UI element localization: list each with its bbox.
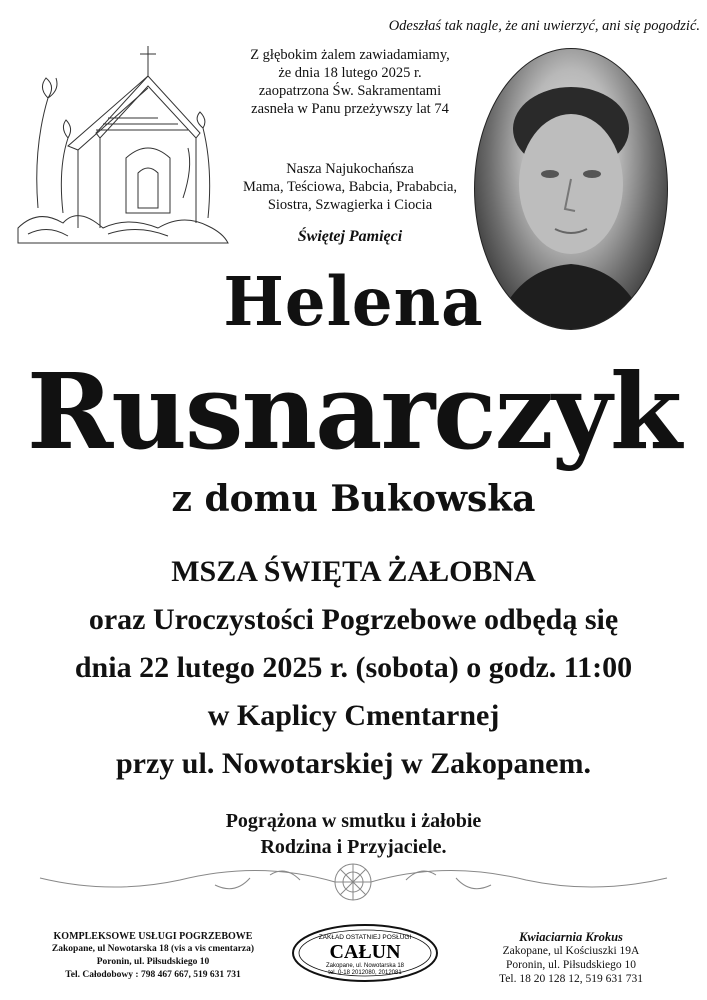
florist-phone: Tel. 18 20 128 12, 519 631 731: [499, 973, 643, 985]
mass-line: dnia 22 lutego 2025 r. (sobota) o godz. 11:00: [74, 651, 633, 684]
mass-line: oraz Uroczystości Pogrzebowe odbędą się: [88, 603, 619, 636]
relations: [230, 160, 470, 214]
mourners-line: Rodzina i Przyjaciele.: [260, 836, 447, 858]
funeral-services-title: KOMPLEKSOWE USŁUGI POGRZEBOWE: [53, 931, 253, 942]
logo-name: CAŁUN: [329, 941, 401, 963]
relations-line: Nasza Najukochańsza: [286, 161, 414, 177]
announcement: [230, 46, 470, 118]
announcement-line: że dnia 18 lutego 2025 r.: [278, 65, 422, 81]
florist-title: Kwiaciarnia Krokus: [519, 930, 623, 944]
logo-address: Zakopane, ul. Nowotarska 18: [325, 963, 405, 969]
logo-top-text: ZAKŁAD OSTATNIEJ POSŁUGI: [318, 934, 412, 941]
relations-line: Mama, Teściowa, Babcia, Prababcia,: [242, 179, 458, 195]
surname: Rusnarczyk: [26, 350, 681, 473]
logo-phone: tel. 0-18 2012080, 2012081: [328, 970, 402, 976]
mass-line: przy ul. Nowotarskiej w Zakopanem.: [115, 747, 591, 780]
mass-line: w Kaplicy Cmentarnej: [207, 699, 500, 732]
first-name: Helena: [223, 263, 484, 342]
calun-logo: [290, 922, 440, 984]
announcement-line: Z głębokim żalem zawiadamiamy,: [250, 47, 450, 63]
memory-label: Świętej Pamięci: [297, 228, 403, 245]
relations-line: Siostra, Szwagierka i Ciocia: [267, 197, 433, 213]
announcement-line: zasneła w Panu przeżywszy lat 74: [251, 101, 449, 117]
mass-heading: MSZA ŚWIĘTA ŻAŁOBNA: [171, 555, 536, 588]
funeral-services-address: Zakopane, ul Nowotarska 18 (vis a vis cmentarza): [51, 944, 255, 954]
quote: Odeszłaś tak nagle, że ani uwierzyć, ani się pogodzić.: [388, 18, 700, 34]
maiden-name: z domu Bukowska: [171, 478, 536, 520]
funeral-services-address: Poronin, ul. Piłsudskiego 10: [96, 957, 210, 967]
chapel-illustration: [8, 28, 233, 253]
funeral-services-info: [18, 930, 288, 982]
announcement-line: zaopatrzona Św. Sakramentami: [258, 83, 442, 99]
florist-address: Poronin, ul. Piłsudskiego 10: [505, 959, 637, 971]
florist-address: Zakopane, ul Kościuszki 19A: [502, 945, 640, 957]
floral-ornament: [0, 850, 707, 920]
funeral-services-phone: Tel. Całodobowy : 798 467 667, 519 631 731: [65, 970, 241, 980]
florist-info: [446, 930, 696, 986]
mourners-line: Pogrążona w smutku i żałobie: [225, 810, 482, 832]
